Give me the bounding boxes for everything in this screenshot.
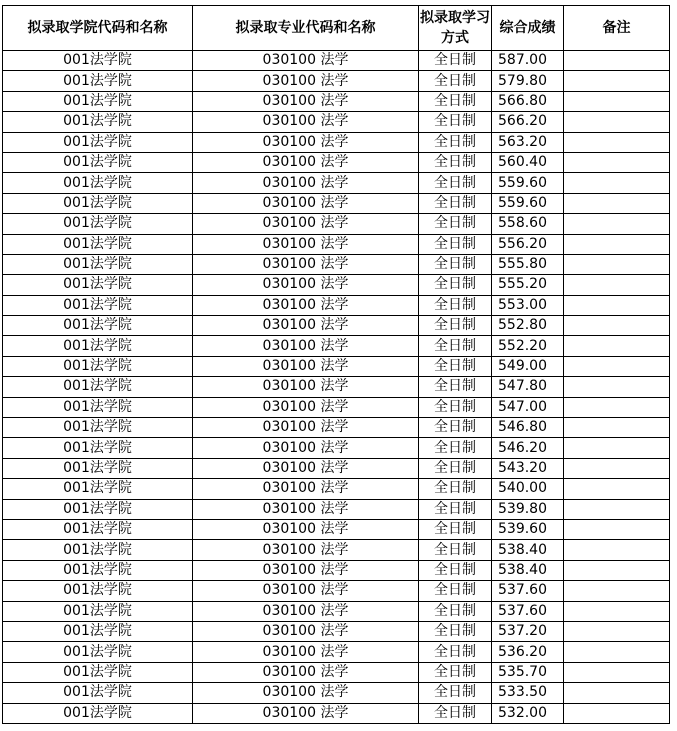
cell-remark (564, 397, 670, 417)
cell-remark (564, 540, 670, 560)
table-row (3, 316, 670, 336)
cell-study-mode: 全日制 (419, 173, 492, 193)
header-college: 拟录取学院代码和名称 (3, 6, 193, 51)
cell-college: 001法学院 (3, 295, 193, 315)
cell-score: 553.00 (492, 295, 564, 315)
cell-remark (564, 356, 670, 376)
cell-major: 030100 法学 (193, 642, 419, 662)
cell-remark (564, 336, 670, 356)
cell-college: 001法学院 (3, 254, 193, 274)
cell-remark (564, 662, 670, 682)
cell-study-mode: 全日制 (419, 316, 492, 336)
cell-college: 001法学院 (3, 316, 193, 336)
cell-score: 536.20 (492, 642, 564, 662)
cell-college: 001法学院 (3, 397, 193, 417)
cell-college: 001法学院 (3, 234, 193, 254)
cell-study-mode: 全日制 (419, 683, 492, 703)
cell-study-mode: 全日制 (419, 519, 492, 539)
cell-remark (564, 601, 670, 621)
table-row (3, 356, 670, 376)
cell-remark (564, 519, 670, 539)
cell-major: 030100 法学 (193, 173, 419, 193)
cell-score: 555.20 (492, 275, 564, 295)
cell-score: 547.80 (492, 377, 564, 397)
cell-remark (564, 642, 670, 662)
table-row (3, 254, 670, 274)
cell-major: 030100 法学 (193, 479, 419, 499)
cell-study-mode: 全日制 (419, 214, 492, 234)
cell-college: 001法学院 (3, 193, 193, 213)
cell-remark (564, 458, 670, 478)
cell-remark (564, 173, 670, 193)
cell-major: 030100 法学 (193, 540, 419, 560)
cell-study-mode: 全日制 (419, 479, 492, 499)
cell-study-mode: 全日制 (419, 499, 492, 519)
cell-score: 547.00 (492, 397, 564, 417)
table-row (3, 540, 670, 560)
header-major: 拟录取专业代码和名称 (193, 6, 419, 51)
cell-remark (564, 703, 670, 723)
cell-college: 001法学院 (3, 132, 193, 152)
cell-major: 030100 法学 (193, 662, 419, 682)
cell-remark (564, 132, 670, 152)
cell-score: 539.60 (492, 519, 564, 539)
cell-college: 001法学院 (3, 683, 193, 703)
table-row (3, 214, 670, 234)
cell-score: 538.40 (492, 560, 564, 580)
cell-major: 030100 法学 (193, 193, 419, 213)
table-row (3, 234, 670, 254)
cell-major: 030100 法学 (193, 397, 419, 417)
cell-score: 538.40 (492, 540, 564, 560)
cell-study-mode: 全日制 (419, 377, 492, 397)
cell-major: 030100 法学 (193, 581, 419, 601)
cell-remark (564, 295, 670, 315)
table-row (3, 152, 670, 172)
cell-study-mode: 全日制 (419, 275, 492, 295)
cell-remark (564, 316, 670, 336)
cell-score: 532.00 (492, 703, 564, 723)
cell-college: 001法学院 (3, 479, 193, 499)
cell-study-mode: 全日制 (419, 703, 492, 723)
header-row (3, 6, 670, 51)
cell-score: 546.20 (492, 438, 564, 458)
cell-college: 001法学院 (3, 173, 193, 193)
cell-major: 030100 法学 (193, 91, 419, 111)
cell-score: 559.60 (492, 193, 564, 213)
cell-college: 001法学院 (3, 560, 193, 580)
cell-major: 030100 法学 (193, 112, 419, 132)
table-row (3, 173, 670, 193)
cell-major: 030100 法学 (193, 621, 419, 641)
cell-study-mode: 全日制 (419, 662, 492, 682)
cell-major: 030100 法学 (193, 152, 419, 172)
cell-remark (564, 214, 670, 234)
cell-score: 558.60 (492, 214, 564, 234)
cell-study-mode: 全日制 (419, 560, 492, 580)
cell-remark (564, 51, 670, 71)
cell-remark (564, 234, 670, 254)
table-row (3, 458, 670, 478)
page-crop-edge (0, 726, 677, 731)
cell-college: 001法学院 (3, 356, 193, 376)
table-body (3, 51, 670, 724)
cell-remark (564, 560, 670, 580)
cell-score: 579.80 (492, 71, 564, 91)
cell-major: 030100 法学 (193, 71, 419, 91)
cell-college: 001法学院 (3, 621, 193, 641)
cell-study-mode: 全日制 (419, 112, 492, 132)
cell-study-mode: 全日制 (419, 540, 492, 560)
cell-college: 001法学院 (3, 112, 193, 132)
cell-remark (564, 683, 670, 703)
table-row (3, 397, 670, 417)
cell-study-mode: 全日制 (419, 438, 492, 458)
table-row (3, 295, 670, 315)
table-row (3, 91, 670, 111)
cell-study-mode: 全日制 (419, 621, 492, 641)
table-row (3, 560, 670, 580)
cell-major: 030100 法学 (193, 499, 419, 519)
cell-college: 001法学院 (3, 377, 193, 397)
cell-major: 030100 法学 (193, 703, 419, 723)
table-row (3, 275, 670, 295)
cell-remark (564, 112, 670, 132)
cell-major: 030100 法学 (193, 234, 419, 254)
header-study-mode: 拟录取学习方式 (419, 6, 492, 51)
cell-score: 563.20 (492, 132, 564, 152)
cell-study-mode: 全日制 (419, 51, 492, 71)
cell-score: 549.00 (492, 356, 564, 376)
table-row (3, 193, 670, 213)
cell-major: 030100 法学 (193, 377, 419, 397)
table-row (3, 683, 670, 703)
table-row (3, 601, 670, 621)
cell-college: 001法学院 (3, 601, 193, 621)
cell-score: 587.00 (492, 51, 564, 71)
cell-college: 001法学院 (3, 152, 193, 172)
cell-score: 537.60 (492, 581, 564, 601)
cell-score: 552.20 (492, 336, 564, 356)
cell-major: 030100 法学 (193, 601, 419, 621)
cell-major: 030100 法学 (193, 254, 419, 274)
header-remark: 备注 (564, 6, 670, 51)
cell-college: 001法学院 (3, 662, 193, 682)
header-score: 综合成绩 (492, 6, 564, 51)
cell-major: 030100 法学 (193, 560, 419, 580)
cell-college: 001法学院 (3, 51, 193, 71)
cell-study-mode: 全日制 (419, 254, 492, 274)
cell-score: 566.80 (492, 91, 564, 111)
table-row (3, 132, 670, 152)
cell-score: 539.80 (492, 499, 564, 519)
table-row (3, 499, 670, 519)
cell-remark (564, 377, 670, 397)
cell-college: 001法学院 (3, 275, 193, 295)
cell-study-mode: 全日制 (419, 581, 492, 601)
cell-college: 001法学院 (3, 703, 193, 723)
cell-college: 001法学院 (3, 71, 193, 91)
cell-remark (564, 254, 670, 274)
cell-major: 030100 法学 (193, 51, 419, 71)
table-row (3, 71, 670, 91)
table-row (3, 662, 670, 682)
cell-major: 030100 法学 (193, 316, 419, 336)
table-row (3, 519, 670, 539)
cell-college: 001法学院 (3, 336, 193, 356)
cell-study-mode: 全日制 (419, 193, 492, 213)
cell-major: 030100 法学 (193, 295, 419, 315)
cell-college: 001法学院 (3, 458, 193, 478)
cell-major: 030100 法学 (193, 336, 419, 356)
cell-remark (564, 152, 670, 172)
cell-score: 556.20 (492, 234, 564, 254)
cell-remark (564, 71, 670, 91)
table-row (3, 581, 670, 601)
cell-study-mode: 全日制 (419, 356, 492, 376)
cell-score: 537.20 (492, 621, 564, 641)
cell-major: 030100 法学 (193, 132, 419, 152)
cell-score: 555.80 (492, 254, 564, 274)
cell-score: 543.20 (492, 458, 564, 478)
cell-major: 030100 法学 (193, 458, 419, 478)
table-row (3, 438, 670, 458)
cell-major: 030100 法学 (193, 356, 419, 376)
cell-study-mode: 全日制 (419, 642, 492, 662)
cell-remark (564, 499, 670, 519)
cell-remark (564, 193, 670, 213)
cell-remark (564, 418, 670, 438)
cell-study-mode: 全日制 (419, 336, 492, 356)
cell-remark (564, 581, 670, 601)
table-row (3, 621, 670, 641)
cell-study-mode: 全日制 (419, 418, 492, 438)
table-row (3, 51, 670, 71)
table-row (3, 377, 670, 397)
cell-study-mode: 全日制 (419, 234, 492, 254)
cell-major: 030100 法学 (193, 275, 419, 295)
cell-major: 030100 法学 (193, 214, 419, 234)
cell-study-mode: 全日制 (419, 132, 492, 152)
cell-score: 559.60 (492, 173, 564, 193)
cell-major: 030100 法学 (193, 438, 419, 458)
cell-college: 001法学院 (3, 540, 193, 560)
cell-remark (564, 275, 670, 295)
cell-college: 001法学院 (3, 499, 193, 519)
cell-college: 001法学院 (3, 581, 193, 601)
table-row (3, 112, 670, 132)
cell-score: 552.80 (492, 316, 564, 336)
cell-study-mode: 全日制 (419, 458, 492, 478)
cell-score: 560.40 (492, 152, 564, 172)
cell-study-mode: 全日制 (419, 71, 492, 91)
cell-college: 001法学院 (3, 438, 193, 458)
cell-study-mode: 全日制 (419, 152, 492, 172)
table-row (3, 418, 670, 438)
table-row (3, 703, 670, 723)
cell-college: 001法学院 (3, 91, 193, 111)
cell-remark (564, 621, 670, 641)
cell-score: 537.60 (492, 601, 564, 621)
cell-score: 566.20 (492, 112, 564, 132)
table-row (3, 642, 670, 662)
table-row (3, 336, 670, 356)
cell-score: 533.50 (492, 683, 564, 703)
cell-study-mode: 全日制 (419, 91, 492, 111)
cell-study-mode: 全日制 (419, 295, 492, 315)
cell-remark (564, 479, 670, 499)
cell-study-mode: 全日制 (419, 397, 492, 417)
cell-remark (564, 438, 670, 458)
table-row (3, 479, 670, 499)
cell-major: 030100 法学 (193, 519, 419, 539)
cell-score: 540.00 (492, 479, 564, 499)
cell-score: 546.80 (492, 418, 564, 438)
cell-study-mode: 全日制 (419, 601, 492, 621)
cell-major: 030100 法学 (193, 683, 419, 703)
cell-college: 001法学院 (3, 418, 193, 438)
cell-college: 001法学院 (3, 214, 193, 234)
admission-table (2, 5, 670, 724)
cell-major: 030100 法学 (193, 418, 419, 438)
cell-score: 535.70 (492, 662, 564, 682)
cell-college: 001法学院 (3, 642, 193, 662)
cell-college: 001法学院 (3, 519, 193, 539)
cell-remark (564, 91, 670, 111)
